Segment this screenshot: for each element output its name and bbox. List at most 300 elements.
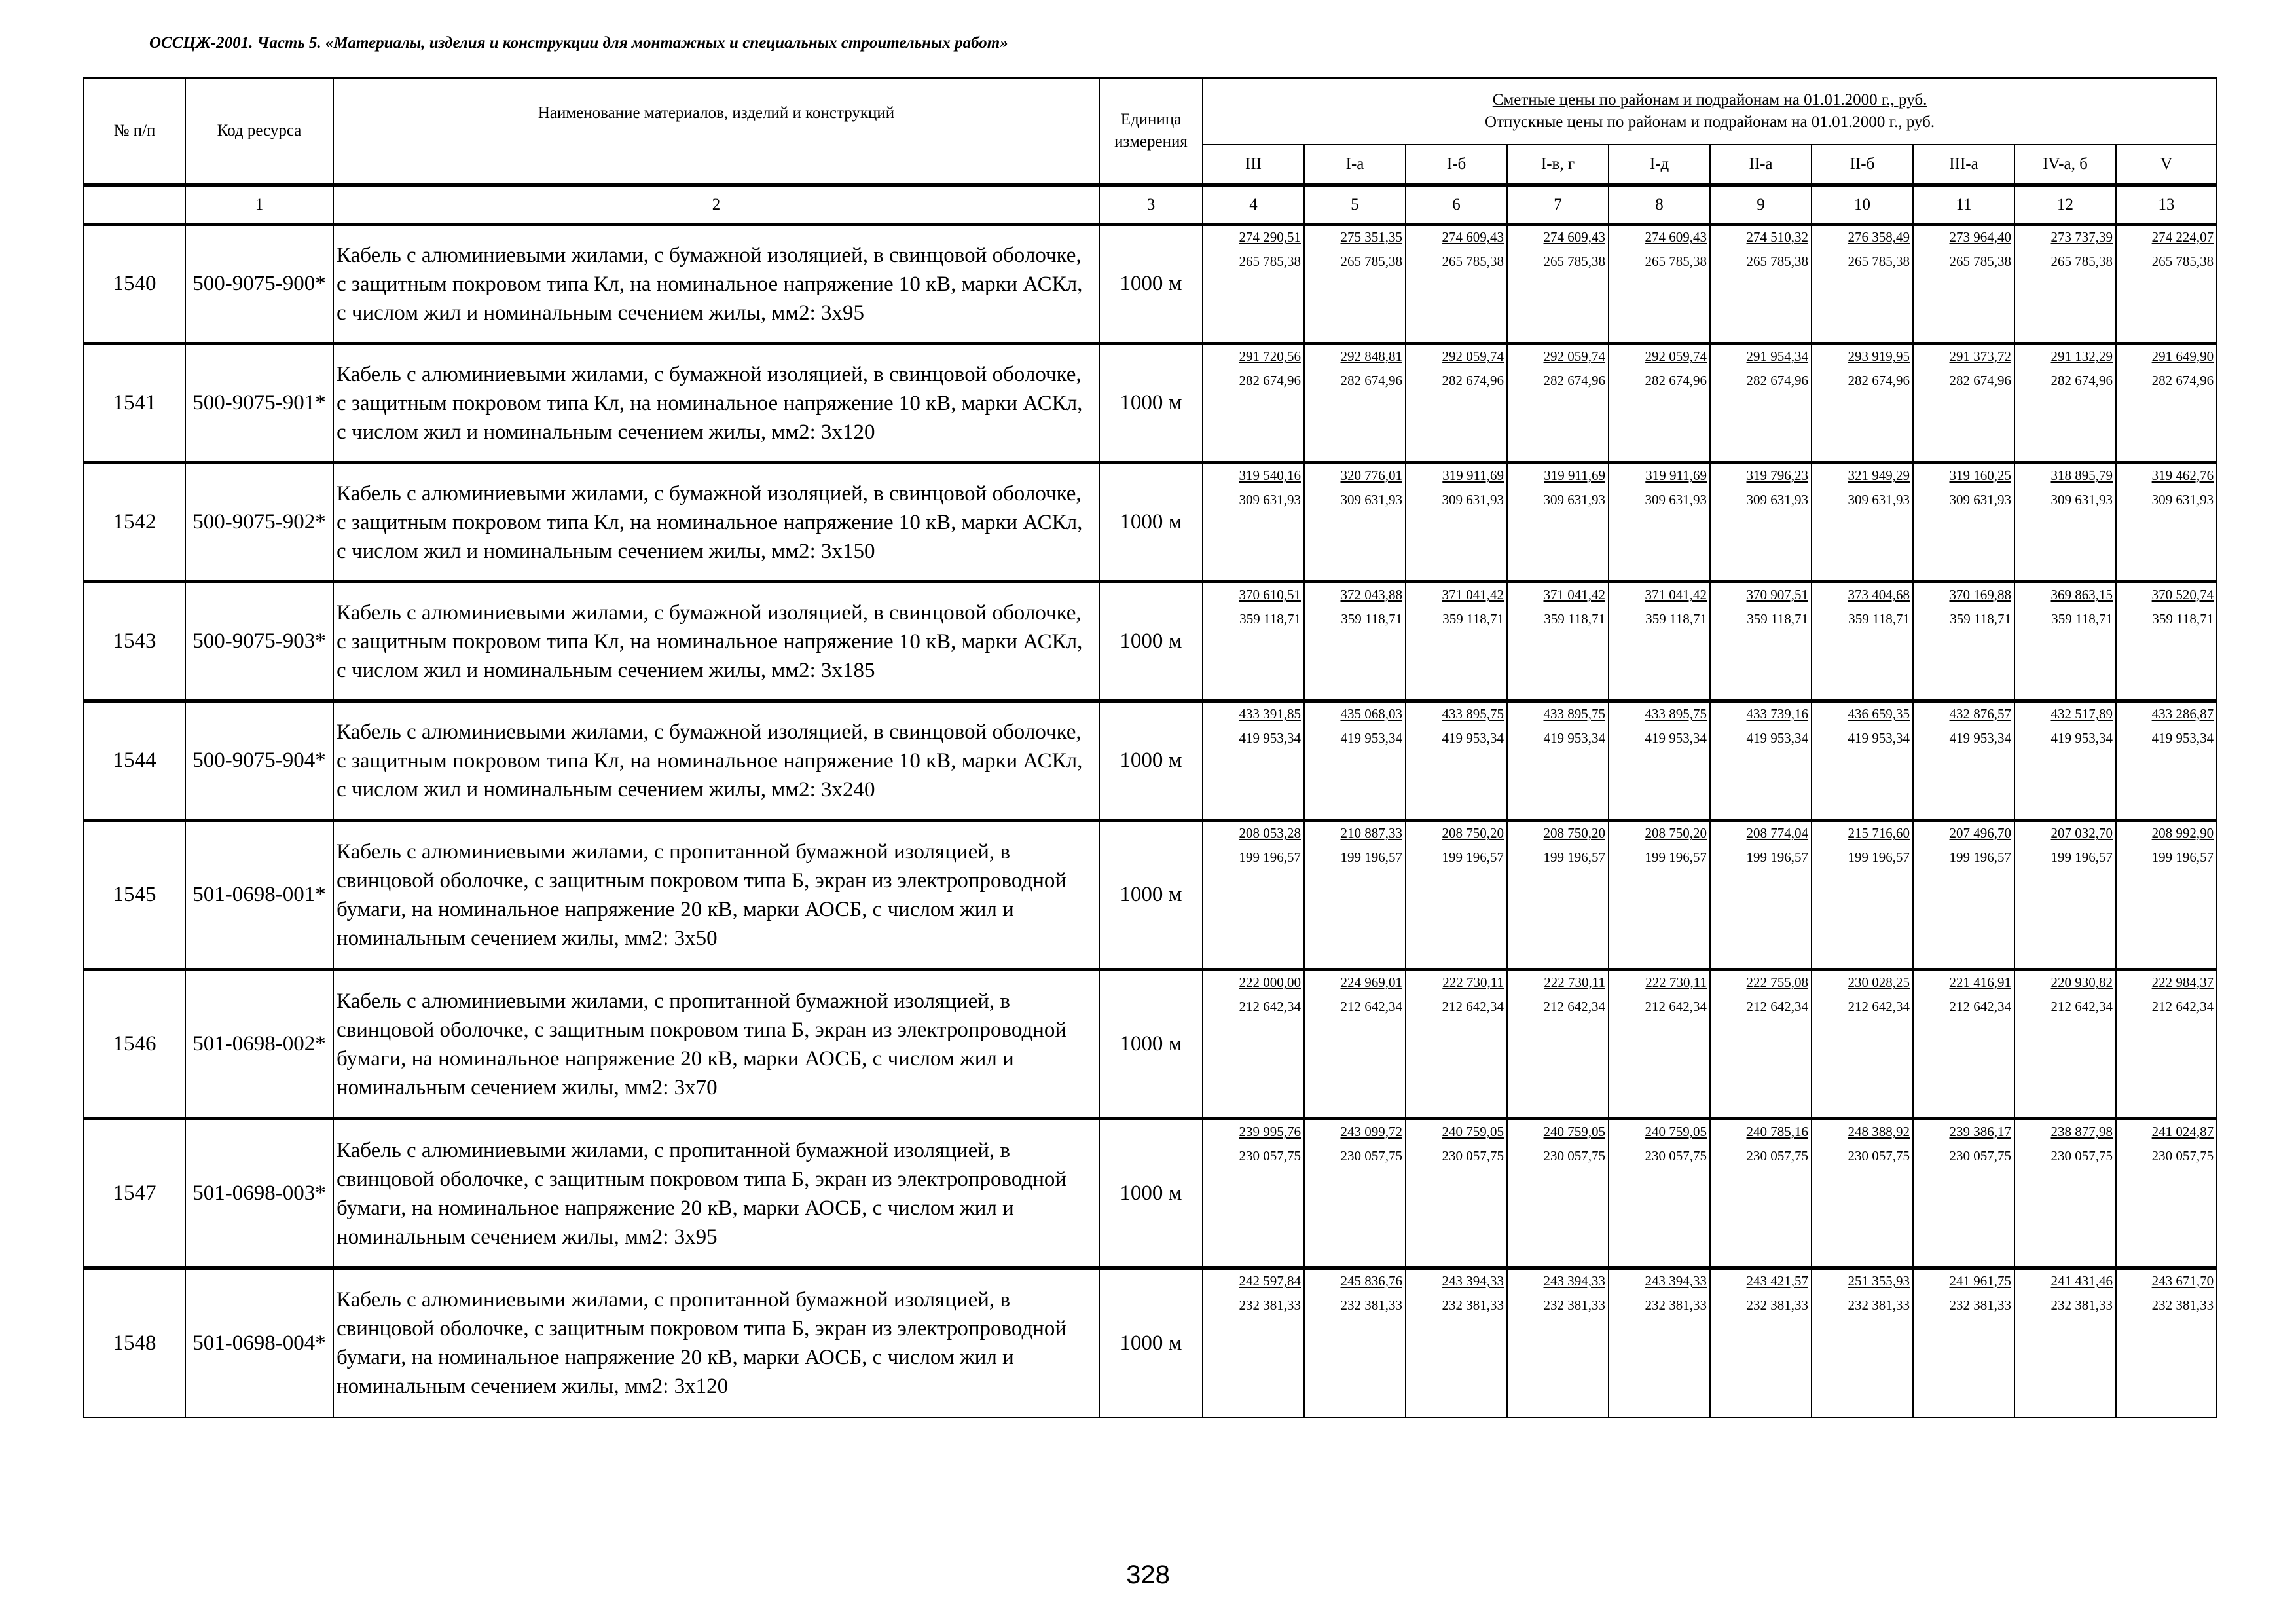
estimate-price: 373 404,68	[1848, 587, 1910, 602]
row-npp: 1543	[84, 582, 185, 701]
col-number: 8	[1609, 185, 1710, 225]
table-row	[84, 701, 2217, 821]
price-cell	[1812, 344, 1913, 463]
col-number-blank	[84, 185, 185, 225]
release-price: 265 785,38	[1543, 253, 1605, 269]
row-resource-code: 501-0698-004*	[185, 1268, 333, 1418]
price-cell	[1406, 582, 1507, 701]
release-price: 199 196,57	[1340, 849, 1402, 865]
estimate-price: 433 895,75	[1442, 706, 1504, 722]
price-cell	[2014, 1268, 2116, 1418]
price-cell	[1913, 344, 2014, 463]
estimate-price: 274 290,51	[1239, 229, 1301, 245]
estimate-price: 433 895,75	[1645, 706, 1707, 722]
col-number: 7	[1507, 185, 1609, 225]
release-price: 265 785,38	[1442, 253, 1504, 269]
row-material-name: Кабель с алюминиевыми жилами, с пропитанной бумажной изоляцией, в свинцовой оболочке, с защитным покровом типа Б, экран из электропроводной бумаги, на номинальное напряжение 20 кВ, марки АОСБ, с числом жил и номинальным сечением жилы, мм2: 3х70	[333, 970, 1099, 1119]
release-price: 199 196,57	[1543, 849, 1605, 865]
row-material-name: Кабель с алюминиевыми жилами, с пропитанной бумажной изоляцией, в свинцовой оболочке, с защитным покровом типа Б, экран из электропроводной бумаги, на номинальное напряжение 20 кВ, марки АОСБ, с числом жил и номинальным сечением жилы, мм2: 3х95	[333, 1119, 1099, 1268]
release-price: 419 953,34	[1543, 730, 1605, 746]
price-cell	[1913, 821, 2014, 970]
price-cell	[2116, 582, 2217, 701]
row-unit: 1000 м	[1099, 701, 1203, 821]
release-price: 212 642,34	[2151, 999, 2214, 1014]
release-price: 232 381,33	[2050, 1297, 2113, 1313]
price-cell	[1609, 582, 1710, 701]
page-number: 328	[1126, 1560, 1170, 1589]
estimate-price: 222 755,08	[1746, 974, 1808, 990]
price-cell	[1203, 582, 1304, 701]
region-header: III-а	[1913, 145, 2014, 185]
estimate-price: 320 776,01	[1340, 468, 1402, 483]
estimate-price: 319 911,69	[1544, 468, 1605, 483]
table-row	[84, 1119, 2217, 1268]
estimate-price: 222 730,11	[1645, 974, 1707, 990]
row-resource-code: 500-9075-900*	[185, 225, 333, 344]
estimate-price: 370 907,51	[1746, 587, 1808, 602]
prices-estimate-label: Сметные цены по районам и подрайонам на 01.01.2000 г., руб.	[1492, 91, 1927, 109]
release-price: 265 785,38	[1848, 253, 1910, 269]
estimate-price: 291 649,90	[2151, 348, 2214, 364]
row-npp: 1548	[84, 1268, 185, 1418]
estimate-price: 241 024,87	[2151, 1124, 2214, 1139]
release-price: 230 057,75	[1239, 1148, 1301, 1164]
estimate-price: 372 043,88	[1340, 587, 1402, 602]
release-price: 265 785,38	[2151, 253, 2214, 269]
estimate-price: 240 759,05	[1543, 1124, 1605, 1139]
release-price: 265 785,38	[1949, 253, 2011, 269]
price-cell	[1406, 1268, 1507, 1418]
price-cell	[1710, 344, 1812, 463]
price-table	[83, 77, 2217, 1418]
release-price: 199 196,57	[1848, 849, 1910, 865]
estimate-price: 238 877,98	[2050, 1124, 2113, 1139]
estimate-price: 292 059,74	[1645, 348, 1707, 364]
price-cell	[1406, 463, 1507, 582]
col-number: 9	[1710, 185, 1812, 225]
price-cell	[1710, 1268, 1812, 1418]
price-cell	[1710, 701, 1812, 821]
price-cell	[1710, 582, 1812, 701]
release-price: 230 057,75	[2151, 1148, 2214, 1164]
price-cell	[1304, 463, 1406, 582]
release-price: 199 196,57	[1645, 849, 1707, 865]
release-price: 232 381,33	[1746, 1297, 1808, 1313]
region-header: II-б	[1812, 145, 1913, 185]
estimate-price: 222 984,37	[2151, 974, 2214, 990]
price-cell	[1913, 970, 2014, 1119]
estimate-price: 321 949,29	[1848, 468, 1910, 483]
price-cell	[1913, 225, 2014, 344]
estimate-price: 276 358,49	[1848, 229, 1910, 245]
price-cell	[1609, 344, 1710, 463]
estimate-price: 291 720,56	[1239, 348, 1301, 364]
row-material-name: Кабель с алюминиевыми жилами, с бумажной изоляцией, в свинцовой оболочке, с защитным покровом типа Кл, на номинальное напряжение 10 кВ, марки АСКл, с числом жил и номинальным сечением жилы, мм2: 3х240	[333, 701, 1099, 821]
release-price: 230 057,75	[2050, 1148, 2113, 1164]
price-cell	[1913, 1119, 2014, 1268]
price-cell	[1609, 701, 1710, 821]
price-cell	[1812, 582, 1913, 701]
estimate-price: 433 391,85	[1239, 706, 1301, 722]
release-price: 309 631,93	[1340, 492, 1402, 507]
price-cell	[2116, 1268, 2217, 1418]
price-cell	[1304, 344, 1406, 463]
price-cell	[1406, 970, 1507, 1119]
price-cell	[2014, 582, 2116, 701]
price-cell	[1812, 225, 1913, 344]
release-price: 265 785,38	[1746, 253, 1808, 269]
region-header: I-а	[1304, 145, 1406, 185]
price-cell	[1203, 821, 1304, 970]
estimate-price: 208 992,90	[2151, 825, 2214, 841]
release-price: 309 631,93	[1848, 492, 1910, 507]
release-price: 282 674,96	[1848, 373, 1910, 388]
release-price: 282 674,96	[2050, 373, 2113, 388]
price-cell	[1812, 1119, 1913, 1268]
estimate-price: 220 930,82	[2050, 974, 2113, 990]
table-row	[84, 344, 2217, 463]
estimate-price: 240 759,05	[1442, 1124, 1504, 1139]
release-price: 359 118,71	[1442, 611, 1504, 627]
col-number: 11	[1913, 185, 2014, 225]
estimate-price: 370 520,74	[2151, 587, 2214, 602]
estimate-price: 274 224,07	[2151, 229, 2214, 245]
price-cell	[1913, 582, 2014, 701]
row-unit: 1000 м	[1099, 1119, 1203, 1268]
price-cell	[1710, 970, 1812, 1119]
row-resource-code: 500-9075-901*	[185, 344, 333, 463]
price-cell	[1406, 344, 1507, 463]
table-row	[84, 463, 2217, 582]
price-cell	[1812, 821, 1913, 970]
estimate-price: 243 671,70	[2151, 1273, 2214, 1289]
release-price: 282 674,96	[1645, 373, 1707, 388]
release-price: 212 642,34	[1340, 999, 1402, 1014]
estimate-price: 433 895,75	[1543, 706, 1605, 722]
release-price: 359 118,71	[1239, 611, 1301, 627]
estimate-price: 370 610,51	[1239, 587, 1301, 602]
row-npp: 1547	[84, 1119, 185, 1268]
price-cell	[1507, 1268, 1609, 1418]
estimate-price: 248 388,92	[1848, 1124, 1910, 1139]
estimate-price: 371 041,42	[1543, 587, 1605, 602]
release-price: 419 953,34	[1442, 730, 1504, 746]
estimate-price: 243 099,72	[1340, 1124, 1402, 1139]
release-price: 419 953,34	[1645, 730, 1707, 746]
release-price: 419 953,34	[1848, 730, 1910, 746]
price-cell	[1406, 701, 1507, 821]
release-price: 199 196,57	[1746, 849, 1808, 865]
release-price: 265 785,38	[1645, 253, 1707, 269]
estimate-price: 222 730,11	[1544, 974, 1605, 990]
estimate-price: 319 160,25	[1949, 468, 2011, 483]
estimate-price: 208 750,20	[1543, 825, 1605, 841]
release-price: 359 118,71	[1645, 611, 1707, 627]
release-price: 309 631,93	[2151, 492, 2214, 507]
col-number: 6	[1406, 185, 1507, 225]
estimate-price: 222 730,11	[1442, 974, 1504, 990]
price-cell	[1812, 701, 1913, 821]
estimate-price: 241 431,46	[2050, 1273, 2113, 1289]
row-resource-code: 501-0698-002*	[185, 970, 333, 1119]
row-npp: 1540	[84, 225, 185, 344]
estimate-price: 319 911,69	[1645, 468, 1707, 483]
release-price: 359 118,71	[2152, 611, 2214, 627]
price-cell	[2116, 344, 2217, 463]
estimate-price: 240 785,16	[1746, 1124, 1808, 1139]
estimate-price: 433 286,87	[2151, 706, 2214, 722]
release-price: 282 674,96	[1340, 373, 1402, 388]
price-cell	[2116, 463, 2217, 582]
row-npp: 1541	[84, 344, 185, 463]
release-price: 282 674,96	[1442, 373, 1504, 388]
estimate-price: 292 059,74	[1543, 348, 1605, 364]
release-price: 309 631,93	[1746, 492, 1808, 507]
release-price: 199 196,57	[1949, 849, 2011, 865]
release-price: 230 057,75	[1340, 1148, 1402, 1164]
row-material-name: Кабель с алюминиевыми жилами, с бумажной изоляцией, в свинцовой оболочке, с защитным покровом типа Кл, на номинальное напряжение 10 кВ, марки АСКл, с числом жил и номинальным сечением жилы, мм2: 3х150	[333, 463, 1099, 582]
release-price: 359 118,71	[1341, 611, 1402, 627]
estimate-price: 319 540,16	[1239, 468, 1301, 483]
price-cell	[1812, 463, 1913, 582]
estimate-price: 241 961,75	[1949, 1273, 2011, 1289]
col-number: 10	[1812, 185, 1913, 225]
estimate-price: 291 132,29	[2050, 348, 2113, 364]
estimate-price: 432 876,57	[1949, 706, 2011, 722]
table-row	[84, 225, 2217, 344]
document-header-title: ОССЦЖ-2001. Часть 5. «Материалы, изделия и конструкции для монтажных и специальных строительных работ»	[149, 34, 1008, 52]
price-cell	[2014, 970, 2116, 1119]
col-header-name: Наименование материалов, изделий и конструкций	[333, 78, 1099, 185]
price-cell	[1304, 1119, 1406, 1268]
row-npp: 1544	[84, 701, 185, 821]
price-cell	[2014, 821, 2116, 970]
row-material-name: Кабель с алюминиевыми жилами, с пропитанной бумажной изоляцией, в свинцовой оболочке, с защитным покровом типа Б, экран из электропроводной бумаги, на номинальное напряжение 20 кВ, марки АОСБ, с числом жил и номинальным сечением жилы, мм2: 3х120	[333, 1268, 1099, 1418]
release-price: 212 642,34	[1239, 999, 1301, 1014]
col-number: 2	[333, 185, 1099, 225]
col-number: 4	[1203, 185, 1304, 225]
price-cell	[1507, 701, 1609, 821]
estimate-price: 433 739,16	[1746, 706, 1808, 722]
col-number: 12	[2014, 185, 2116, 225]
price-cell	[1507, 1119, 1609, 1268]
row-unit: 1000 м	[1099, 463, 1203, 582]
price-cell	[1203, 344, 1304, 463]
region-header: V	[2116, 145, 2217, 185]
price-cell	[1304, 1268, 1406, 1418]
estimate-price: 222 000,00	[1239, 974, 1301, 990]
price-cell	[2014, 463, 2116, 582]
release-price: 230 057,75	[1949, 1148, 2011, 1164]
price-cell	[1304, 821, 1406, 970]
release-price: 265 785,38	[2050, 253, 2113, 269]
estimate-price: 291 373,72	[1949, 348, 2011, 364]
price-cell	[1710, 463, 1812, 582]
region-header: III	[1203, 145, 1304, 185]
release-price: 309 631,93	[1442, 492, 1504, 507]
estimate-price: 242 597,84	[1239, 1273, 1301, 1289]
release-price: 232 381,33	[1239, 1297, 1301, 1313]
row-unit: 1000 м	[1099, 1268, 1203, 1418]
release-price: 419 953,34	[2151, 730, 2214, 746]
price-cell	[1609, 1119, 1710, 1268]
release-price: 199 196,57	[1442, 849, 1504, 865]
price-cell	[2014, 1119, 2116, 1268]
estimate-price: 230 028,25	[1848, 974, 1910, 990]
table-row	[84, 1268, 2217, 1418]
estimate-price: 319 796,23	[1746, 468, 1808, 483]
estimate-price: 207 032,70	[2050, 825, 2113, 841]
release-price: 309 631,93	[1949, 492, 2011, 507]
row-unit: 1000 м	[1099, 582, 1203, 701]
estimate-price: 291 954,34	[1746, 348, 1808, 364]
release-price: 309 631,93	[1239, 492, 1301, 507]
estimate-price: 243 421,57	[1746, 1273, 1808, 1289]
release-price: 232 381,33	[2151, 1297, 2214, 1313]
price-cell	[1203, 463, 1304, 582]
price-cell	[2014, 701, 2116, 821]
price-cell	[1304, 225, 1406, 344]
row-material-name: Кабель с алюминиевыми жилами, с бумажной изоляцией, в свинцовой оболочке, с защитным покровом типа Кл, на номинальное напряжение 10 кВ, марки АСКл, с числом жил и номинальным сечением жилы, мм2: 3х120	[333, 344, 1099, 463]
row-npp: 1546	[84, 970, 185, 1119]
price-cell	[2014, 225, 2116, 344]
price-cell	[1203, 1268, 1304, 1418]
estimate-price: 239 995,76	[1239, 1124, 1301, 1139]
release-price: 359 118,71	[1848, 611, 1910, 627]
col-number: 3	[1099, 185, 1203, 225]
release-price: 282 674,96	[1239, 373, 1301, 388]
table-row	[84, 821, 2217, 970]
table-row	[84, 970, 2217, 1119]
estimate-price: 273 964,40	[1949, 229, 2011, 245]
release-price: 232 381,33	[1442, 1297, 1504, 1313]
release-price: 212 642,34	[1645, 999, 1707, 1014]
row-resource-code: 500-9075-902*	[185, 463, 333, 582]
release-price: 230 057,75	[1645, 1148, 1707, 1164]
row-npp: 1542	[84, 463, 185, 582]
price-cell	[1203, 970, 1304, 1119]
price-cell	[1304, 701, 1406, 821]
estimate-price: 292 059,74	[1442, 348, 1504, 364]
col-number: 5	[1304, 185, 1406, 225]
col-header-unit: Единица измерения	[1099, 78, 1203, 185]
price-cell	[1406, 821, 1507, 970]
estimate-price: 239 386,17	[1949, 1124, 2011, 1139]
row-unit: 1000 м	[1099, 225, 1203, 344]
estimate-price: 371 041,42	[1442, 587, 1504, 602]
estimate-price: 436 659,35	[1848, 706, 1910, 722]
release-price: 282 674,96	[1949, 373, 2011, 388]
price-cell	[1304, 582, 1406, 701]
price-cell	[2116, 821, 2217, 970]
row-unit: 1000 м	[1099, 344, 1203, 463]
row-resource-code: 500-9075-903*	[185, 582, 333, 701]
release-price: 282 674,96	[2151, 373, 2214, 388]
price-cell	[2116, 1119, 2217, 1268]
price-cell	[1507, 463, 1609, 582]
release-price: 282 674,96	[1543, 373, 1605, 388]
region-header: I-д	[1609, 145, 1710, 185]
release-price: 359 118,71	[1544, 611, 1605, 627]
estimate-price: 275 351,35	[1340, 229, 1402, 245]
estimate-price: 210 887,33	[1340, 825, 1402, 841]
estimate-price: 435 068,03	[1340, 706, 1402, 722]
price-cell	[1507, 225, 1609, 344]
estimate-price: 215 716,60	[1848, 825, 1910, 841]
price-cell	[1913, 463, 2014, 582]
price-cell	[1507, 970, 1609, 1119]
price-cell	[1507, 821, 1609, 970]
release-price: 419 953,34	[2050, 730, 2113, 746]
release-price: 232 381,33	[1340, 1297, 1402, 1313]
estimate-price: 292 848,81	[1340, 348, 1402, 364]
release-price: 232 381,33	[1949, 1297, 2011, 1313]
row-resource-code: 501-0698-003*	[185, 1119, 333, 1268]
col-header-prices	[1203, 78, 2217, 145]
estimate-price: 274 609,43	[1645, 229, 1707, 245]
release-price: 232 381,33	[1848, 1297, 1910, 1313]
release-price: 230 057,75	[1848, 1148, 1910, 1164]
release-price: 212 642,34	[1746, 999, 1808, 1014]
release-price: 232 381,33	[1543, 1297, 1605, 1313]
price-cell	[1507, 344, 1609, 463]
estimate-price: 243 394,33	[1442, 1273, 1504, 1289]
estimate-price: 245 836,76	[1340, 1273, 1402, 1289]
price-cell	[1203, 701, 1304, 821]
price-cell	[1609, 1268, 1710, 1418]
release-price: 309 631,93	[2050, 492, 2113, 507]
price-cell	[2116, 970, 2217, 1119]
release-price: 212 642,34	[2050, 999, 2113, 1014]
col-header-code: Код ресурса	[185, 78, 333, 185]
row-unit: 1000 м	[1099, 970, 1203, 1119]
price-cell	[1304, 970, 1406, 1119]
price-cell	[2116, 701, 2217, 821]
price-cell	[1609, 225, 1710, 344]
row-material-name: Кабель с алюминиевыми жилами, с бумажной изоляцией, в свинцовой оболочке, с защитным покровом типа Кл, на номинальное напряжение 10 кВ, марки АСКл, с числом жил и номинальным сечением жилы, мм2: 3х185	[333, 582, 1099, 701]
estimate-price: 251 355,93	[1848, 1273, 1910, 1289]
col-number: 1	[185, 185, 333, 225]
estimate-price: 432 517,89	[2050, 706, 2113, 722]
price-cell	[1507, 582, 1609, 701]
price-cell	[1406, 1119, 1507, 1268]
release-price: 359 118,71	[2051, 611, 2113, 627]
release-price: 265 785,38	[1239, 253, 1301, 269]
region-header: I-б	[1406, 145, 1507, 185]
release-price: 230 057,75	[1746, 1148, 1808, 1164]
price-cell	[1812, 970, 1913, 1119]
row-npp: 1545	[84, 821, 185, 970]
estimate-price: 319 462,76	[2151, 468, 2214, 483]
price-cell	[1203, 1119, 1304, 1268]
estimate-price: 371 041,42	[1645, 587, 1707, 602]
price-cell	[1609, 463, 1710, 582]
estimate-price: 208 750,20	[1645, 825, 1707, 841]
price-cell	[1609, 970, 1710, 1119]
row-unit: 1000 м	[1099, 821, 1203, 970]
release-price: 282 674,96	[1746, 373, 1808, 388]
release-price: 212 642,34	[1848, 999, 1910, 1014]
price-cell	[1406, 225, 1507, 344]
estimate-price: 274 510,32	[1746, 229, 1808, 245]
estimate-price: 208 750,20	[1442, 825, 1504, 841]
price-cell	[2116, 225, 2217, 344]
col-number: 13	[2116, 185, 2217, 225]
prices-release-label: Отпускные цены по районам и подрайонам на 01.01.2000 г., руб.	[1484, 113, 1935, 131]
release-price: 419 953,34	[1340, 730, 1402, 746]
release-price: 309 631,93	[1543, 492, 1605, 507]
estimate-price: 243 394,33	[1543, 1273, 1605, 1289]
